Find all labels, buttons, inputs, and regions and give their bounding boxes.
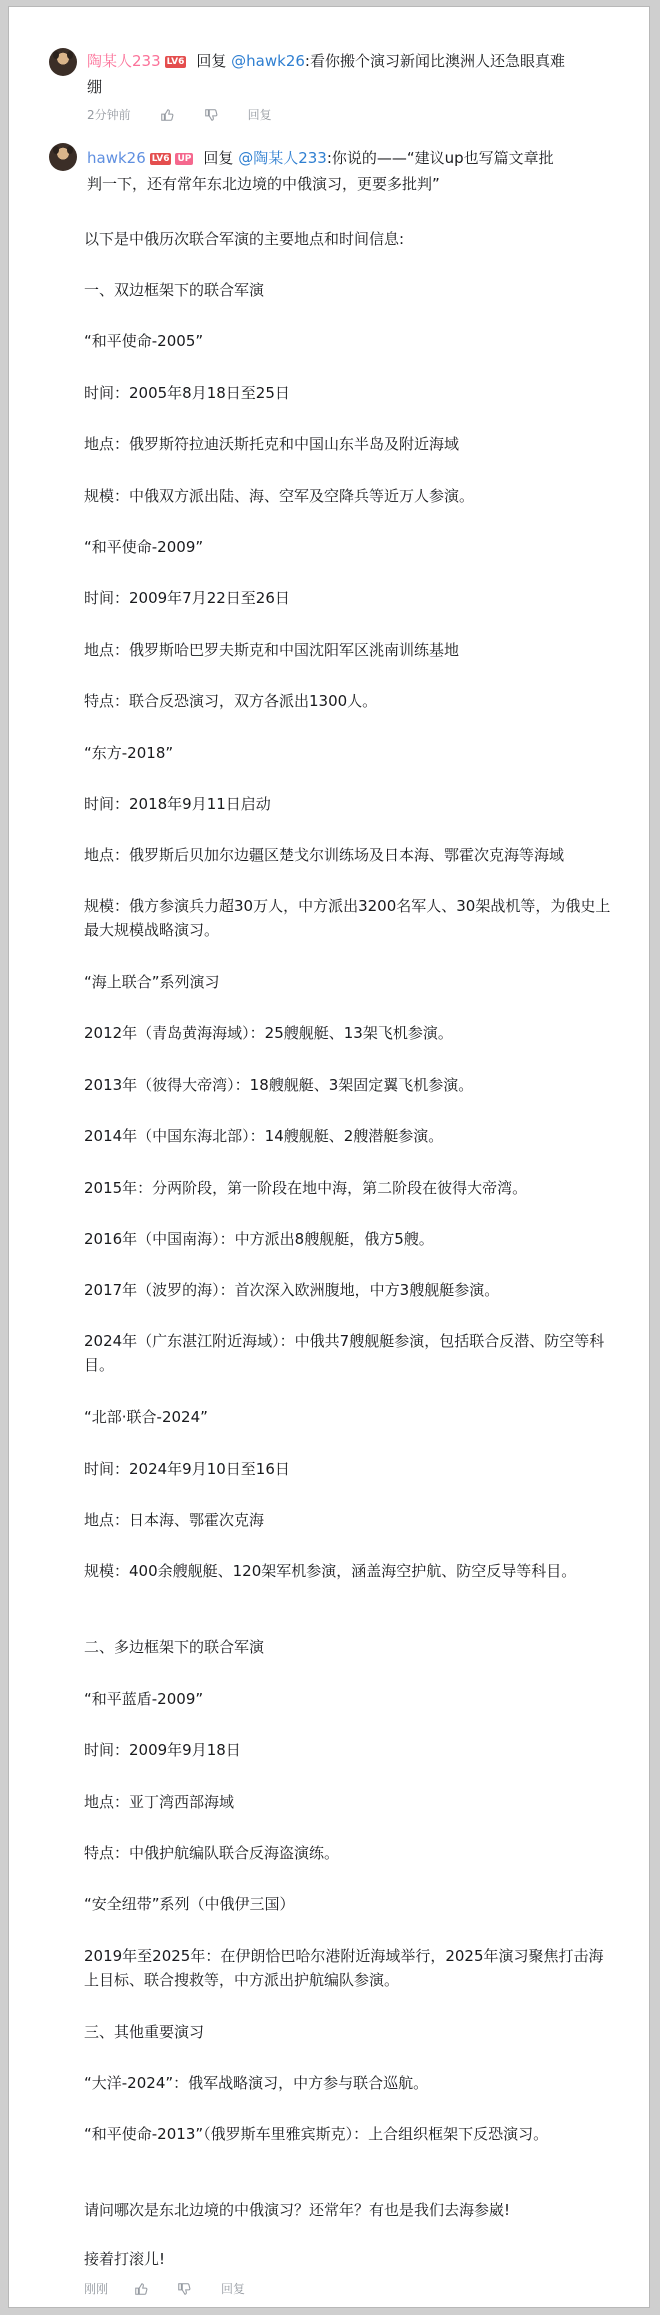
paragraph: 接着打滚儿! xyxy=(84,2250,166,2268)
paragraph: 2017年（波罗的海）：首次深入欧洲腹地，中方3艘舰艇参演。 xyxy=(84,1281,500,1299)
quote-text-continued: 判一下，还有常年东北边境的中俄演习，更要多批判” xyxy=(87,175,440,193)
paragraph: 时间：2005年8月18日至25日 xyxy=(84,384,290,402)
reply-button[interactable]: 回复 xyxy=(220,2281,245,2296)
paragraph: 规模：400余艘舰艇、120架军机参演，涵盖海空护航、防空反导等科目。 xyxy=(84,1562,577,1580)
avatar[interactable] xyxy=(49,143,77,171)
paragraph: “和平蓝盾-2009” xyxy=(84,1690,204,1708)
paragraph: 2024年（广东湛江附近海域）：中俄共7艘舰艇参演，包括联合反潜、防空等科目。 xyxy=(84,1332,605,1374)
paragraph: “大洋-2024”：俄军战略演习，中方参与联合巡航。 xyxy=(84,2074,429,2092)
paragraph: 请问哪次是东北边境的中俄演习？还常年？有也是我们去海参崴! xyxy=(84,2201,511,2219)
paragraph: 2016年（中国南海）：中方派出8艘舰艇，俄方5艘。 xyxy=(84,1230,434,1248)
timestamp: 刚刚 xyxy=(84,2281,109,2296)
reply-word: 回复 xyxy=(203,149,234,167)
avatar-ear-icon xyxy=(67,51,73,59)
thumbs-up-icon[interactable] xyxy=(134,2282,148,2296)
quote-text: :你说的——“建议up也写篇文章批 xyxy=(326,149,554,167)
comment-header xyxy=(87,147,554,169)
paragraph: 地点：俄罗斯符拉迪沃斯托克和中国山东半岛及附近海域 xyxy=(84,435,460,453)
paragraph: 特点：联合反恐演习，双方各派出1300人。 xyxy=(84,692,378,710)
paragraph: 规模：中俄双方派出陆、海、空军及空降兵等近万人参演。 xyxy=(84,487,475,505)
paragraph: 时间：2009年9月18日 xyxy=(84,1741,241,1759)
paragraph: “东方-2018” xyxy=(84,744,174,762)
comment-meta xyxy=(84,2279,245,2297)
paragraph: “海上联合”系列演习 xyxy=(84,973,220,991)
reply-word: 回复 xyxy=(196,52,227,70)
comment-thread-panel xyxy=(8,6,650,2308)
section-heading: 一、双边框架下的联合军演 xyxy=(84,281,265,299)
level-badge: LV6 xyxy=(166,57,185,67)
comment-text-continued: 绷 xyxy=(87,78,103,96)
comment-meta xyxy=(87,105,272,123)
paragraph: 地点：日本海、鄂霍次克海 xyxy=(84,1511,265,1529)
paragraph: 时间：2024年9月10日至16日 xyxy=(84,1460,290,1478)
paragraph: 2013年（彼得大帝湾）：18艘舰艇、3架固定翼飞机参演。 xyxy=(84,1076,474,1094)
paragraph: 以下是中俄历次联合军演的主要地点和时间信息: xyxy=(84,230,405,248)
paragraph: “和平使命-2005” xyxy=(84,332,204,350)
paragraph: 2012年（青岛黄海海域）：25艘舰艇、13架飞机参演。 xyxy=(84,1024,453,1042)
paragraph: 地点：俄罗斯哈巴罗夫斯克和中国沈阳军区洮南训练基地 xyxy=(84,641,460,659)
username[interactable]: 陶某人233 xyxy=(87,52,161,70)
comment-text: :看你搬个演习新闻比澳洲人还急眼真难 xyxy=(304,52,565,70)
paragraph: 特点：中俄护航编队联合反海盗演练。 xyxy=(84,1844,340,1862)
avatar-ear-icon xyxy=(67,146,73,154)
paragraph: 时间：2018年9月11日启动 xyxy=(84,795,271,813)
avatar-ear-icon xyxy=(53,146,59,154)
paragraph: “和平使命-2013”（俄罗斯车里雅宾斯克）：上合组织框架下反恐演习。 xyxy=(84,2125,549,2143)
paragraph: 2015年：分两阶段，第一阶段在地中海，第二阶段在彼得大帝湾。 xyxy=(84,1179,528,1197)
paragraph: 2014年（中国东海北部）：14艘舰艇、2艘潜艇参演。 xyxy=(84,1127,444,1145)
paragraph: “安全纽带”系列（中俄伊三国） xyxy=(84,1895,295,1913)
mention-link[interactable]: @hawk26 xyxy=(231,52,305,70)
paragraph: 地点：俄罗斯后贝加尔边疆区楚戈尔训练场及日本海、鄂霍次克海等海域 xyxy=(84,846,565,864)
avatar-ear-icon xyxy=(53,51,59,59)
thumbs-down-icon[interactable] xyxy=(177,2282,191,2296)
reply-button[interactable]: 回复 xyxy=(247,107,272,122)
up-badge: UP xyxy=(177,154,192,164)
comment-header xyxy=(87,50,565,72)
paragraph: “北部·联合-2024” xyxy=(84,1408,208,1426)
thumbs-down-icon[interactable] xyxy=(204,108,218,122)
paragraph: “和平使命-2009” xyxy=(84,538,204,556)
paragraph: 规模：俄方参演兵力超30万人，中方派出3200名军人、30架战机等，为俄史上最大规模战略演习。 xyxy=(84,897,611,939)
paragraph: 时间：2009年7月22日至26日 xyxy=(84,589,290,607)
section-heading: 二、多边框架下的联合军演 xyxy=(84,1638,265,1656)
avatar[interactable] xyxy=(49,48,77,76)
paragraph: 地点：亚丁湾西部海域 xyxy=(84,1793,235,1811)
timestamp: 2分钟前 xyxy=(87,107,131,122)
level-badge: LV6 xyxy=(151,154,170,164)
username[interactable]: hawk26 xyxy=(87,149,146,167)
paragraph: 2019年至2025年：在伊朗恰巴哈尔港附近海域举行，2025年演习聚焦打击海上目标、联合搜救等，中方派出护航编队参演。 xyxy=(84,1947,604,1989)
mention-link[interactable]: @陶某人233 xyxy=(238,149,327,167)
section-heading: 三、其他重要演习 xyxy=(84,2023,205,2041)
thumbs-up-icon[interactable] xyxy=(160,108,174,122)
